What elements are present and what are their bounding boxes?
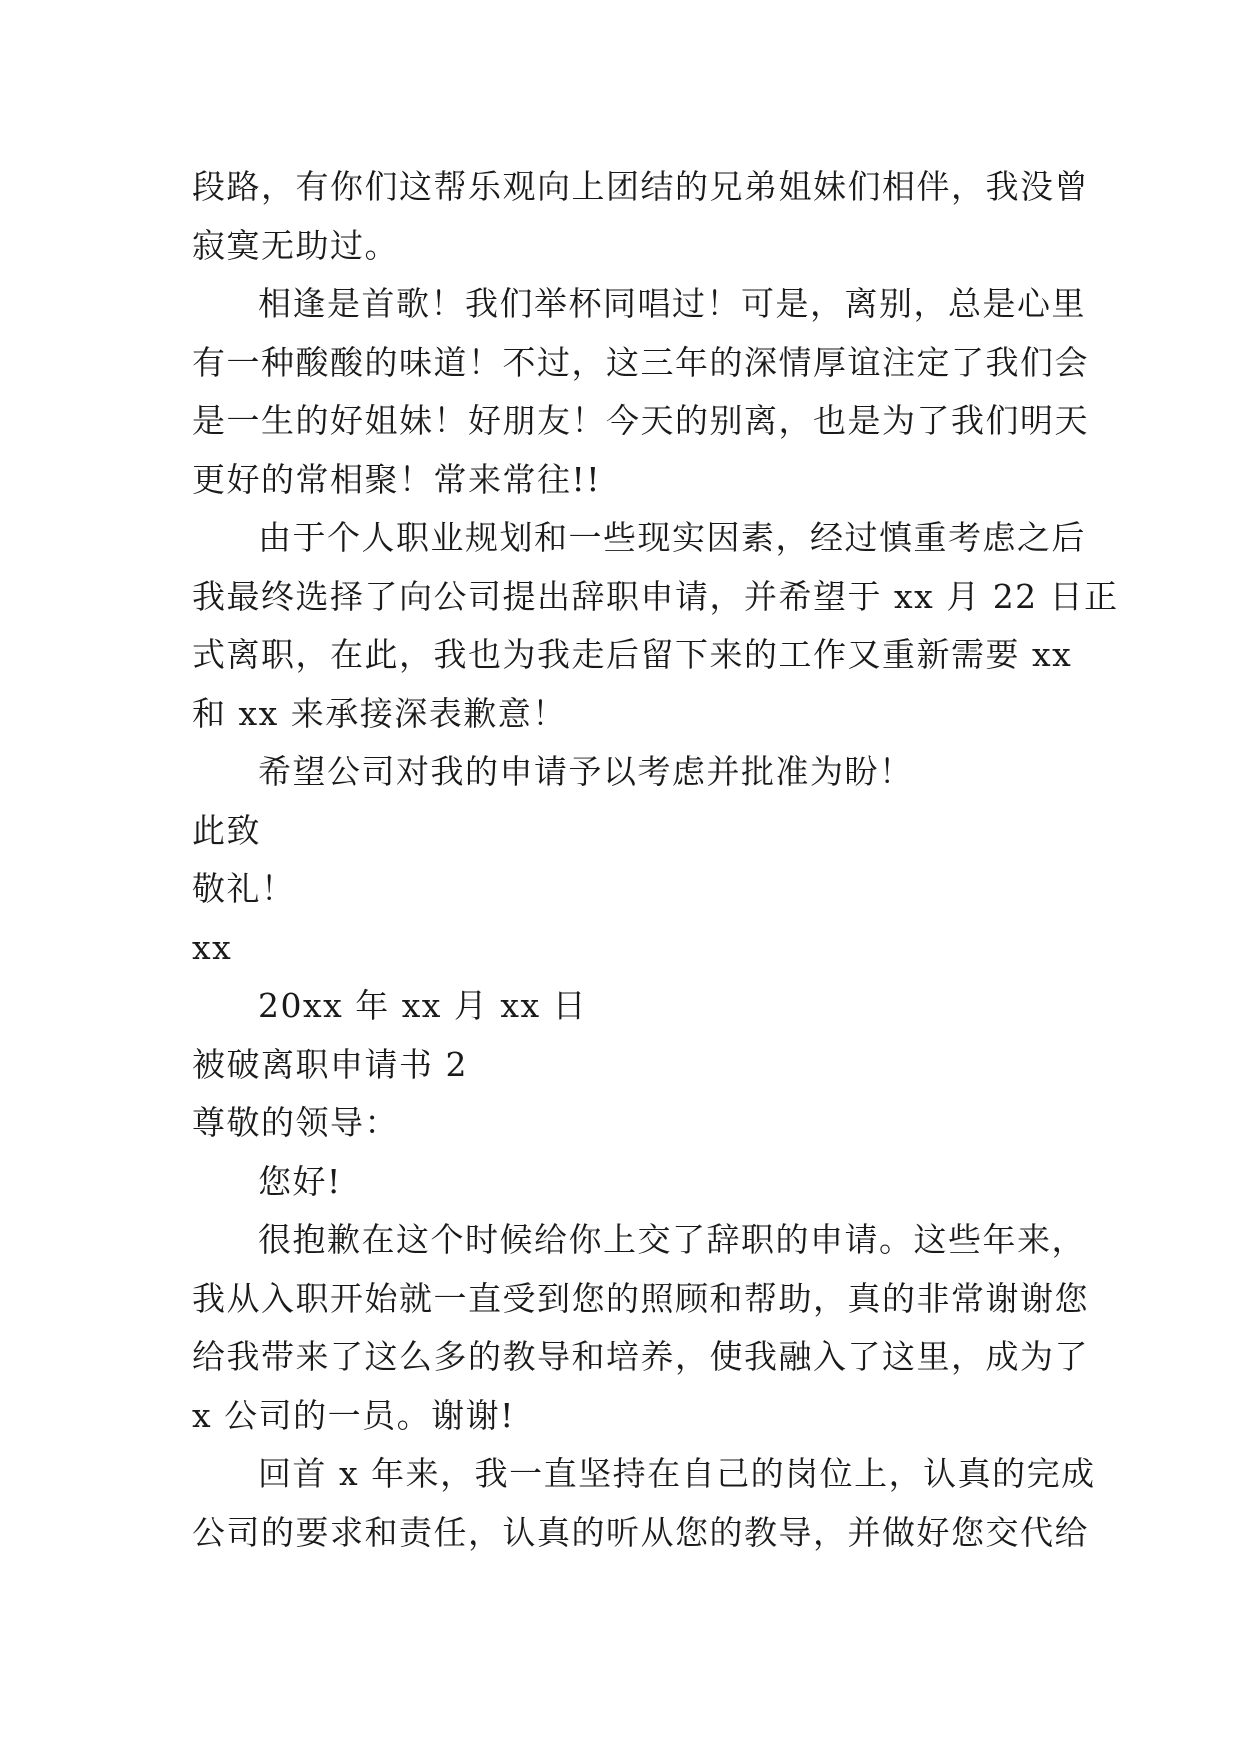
text-line: 很抱歉在这个时候给你上交了辞职的申请。这些年来， [258,1220,1086,1259]
text-line: 由于个人职业规划和一些现实因素，经过慎重考虑之后 [258,518,1086,557]
text-line: 式离职，在此，我也为我走后留下来的工作又重新需要 xx [192,635,1073,674]
text-line: 和 xx 来承接深表歉意！ [192,693,567,733]
text-line: 公司的要求和责任，认真的听从您的教导，并做好您交代给 [192,1512,1089,1552]
text-line: 寂寞无助过。 [192,225,399,265]
text-line: 我最终选择了向公司提出辞职申请，并希望于 xx 月 22 日正 [192,576,1119,616]
text-line: 回首 x 年来，我一直坚持在自己的岗位上，认真的完成 [258,1454,1096,1493]
text-line: 有一种酸酸的味道！不过，这三年的深情厚谊注定了我们会 [192,342,1089,382]
text-line: 是一生的好姐妹！好朋友！今天的别离，也是为了我们明天 [192,401,1089,440]
signature-date: 20xx 年 xx 月 xx 日 [258,986,588,1025]
text-line: 更好的常相聚！常来常往!! [192,459,602,499]
text-line: x 公司的一员。谢谢! [192,1395,515,1435]
text-line: 希望公司对我的申请予以考虑并批准为盼！ [258,752,914,791]
closing-regards: 敬礼！ [192,869,296,908]
signature-name: xx [192,927,233,967]
letter-greeting: 尊敬的领导： [192,1103,399,1142]
text-line: 我从入职开始就一直受到您的照顾和帮助，真的非常谢谢您 [192,1278,1089,1318]
section-title: 被破离职申请书 2 [192,1044,468,1084]
text-line: 给我带来了这么多的教导和培养，使我融入了这里，成为了 [192,1337,1089,1376]
document-body [192,158,1119,1562]
text-line: 段路，有你们这帮乐观向上团结的兄弟姐妹们相伴，我没曾 [192,167,1089,206]
text-line: 相逢是首歌！我们举杯同唱过！可是，离别，总是心里 [258,284,1086,323]
closing-salutation: 此致 [192,810,261,850]
text-line: 您好! [258,1161,342,1201]
